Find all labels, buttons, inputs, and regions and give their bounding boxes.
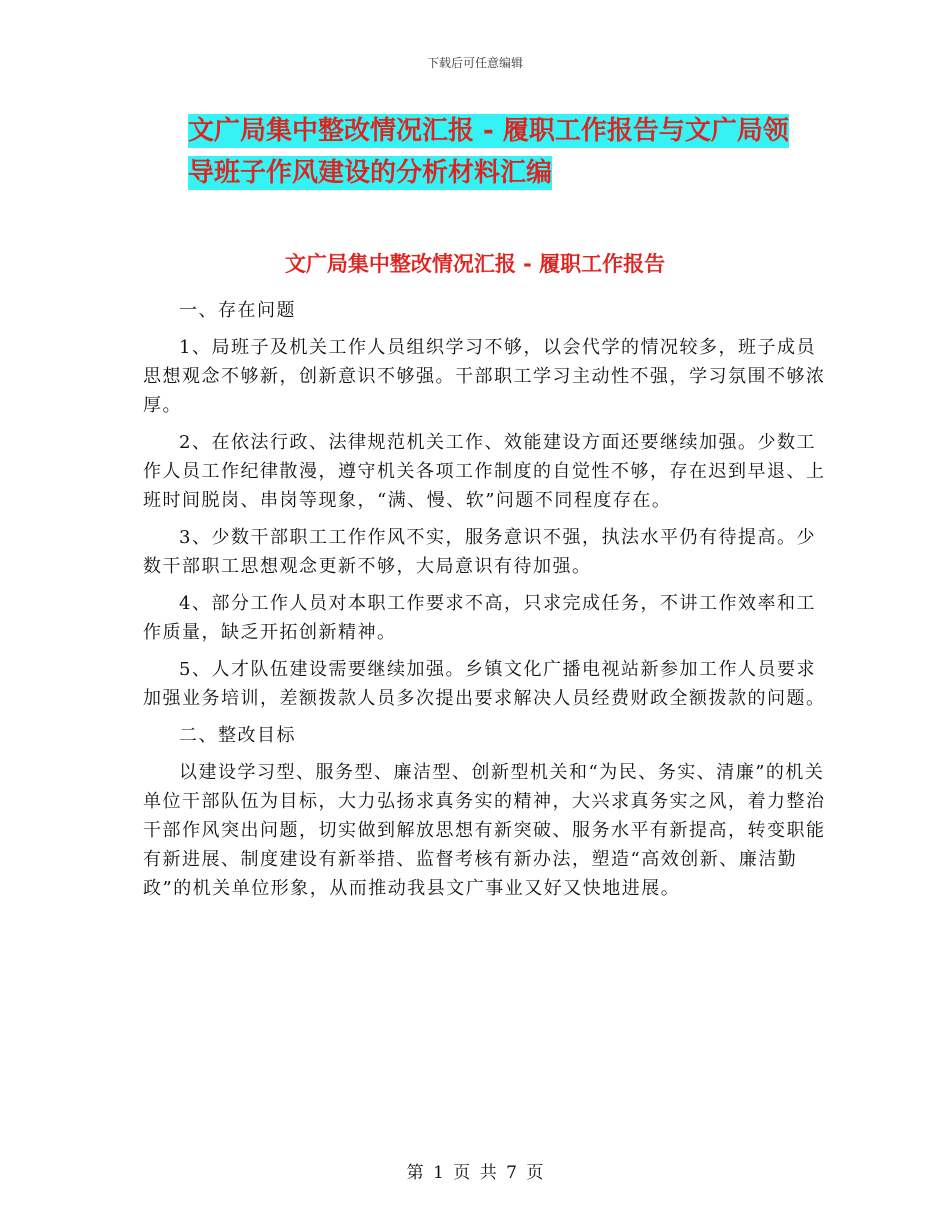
document-title [188,110,828,194]
paragraph-5: 5、人才队伍建设需要继续加强。乡镇文化广播电视站新参加工作人员要求加强业务培训，差额拨款人员多次提出要求解决人员经费财政全额拨款的问题。 [143,659,826,709]
document-body [143,296,833,911]
heading-existing-problems: 一、存在问题 [179,300,296,321]
page-header-note: 下载后可任意编辑 [426,56,523,70]
document-title-line2: 导班子作风建设的分析材料汇编 [188,158,553,188]
paragraph-1: 1、局班子及机关工作人员组织学习不够，以会代学的情况较多，班子成员思想观念不够新，创新意识不够强。干部职工学习主动性不强，学习氛围不够浓厚。 [143,337,826,416]
page-number: 第 1 页 共 7 页 [406,1163,544,1183]
paragraph-3: 3、少数干部职工工作作风不实，服务意识不强，执法水平仍有待提高。少数干部职工思想观念更新不够，大局意识有待加强。 [143,527,816,577]
paragraph-2: 2、在依法行政、法律规范机关工作、效能建设方面还要继续加强。少数工作人员工作纪律散漫，遵守机关各项工作制度的自觉性不够，存在迟到早退、上班时间脱岗、串岗等现象，“满、慢、软”问题不同程度存在。 [143,432,826,511]
section-title: 文广局集中整改情况汇报 - 履职工作报告 [284,252,666,276]
heading-rectification-goals: 二、整改目标 [179,725,296,746]
paragraph-4: 4、部分工作人员对本职工作要求不高，只求完成任务，不讲工作效率和工作质量，缺乏开拓创新精神。 [143,593,816,643]
paragraph-6: 以建设学习型、服务型、廉洁型、创新型机关和“为民、务实、清廉”的机关单位干部队伍为目标，大力弘扬求真务实的精神，大兴求真务实之风，着力整治干部作风突出问题，切实做到解放思想有新突破、服务水平有新提高，转变职能有新进展、制度建设有新举措、监督考核有新办法，塑造“高效创新、廉洁勤政”的机关单位形象，从而推动我县文广事业又好又快地进展。 [143,762,826,899]
document-title-line1: 文广局集中整改情况汇报 - 履职工作报告与文广局领 [188,116,789,146]
